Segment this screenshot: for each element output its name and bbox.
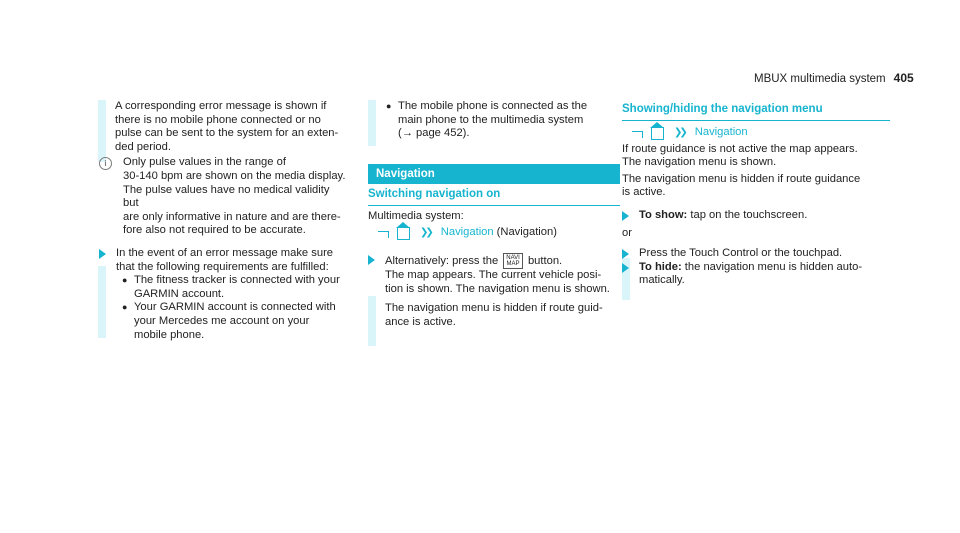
navigation-link[interactable]: Navigation xyxy=(694,126,748,138)
alt-post-text: button. xyxy=(527,254,563,267)
bullet-line: Your GARMIN account is connected with xyxy=(134,301,336,314)
bullet-line: The mobile phone is connected as the xyxy=(398,100,588,112)
bullet-line: GARMIN account. xyxy=(134,287,225,300)
menu-path xyxy=(622,126,892,140)
page-number: 405 xyxy=(893,71,914,85)
hide-label: To hide: xyxy=(639,260,682,273)
path-hook-icon xyxy=(378,231,389,238)
navi-map-key-icon xyxy=(503,253,523,269)
step-line: that the following requirements are fulfilled: xyxy=(116,260,329,273)
show-text: tap on the touchscreen. xyxy=(690,208,808,221)
alt-pre-text: Alternatively: press the xyxy=(385,254,499,267)
key-line-1: NAVI xyxy=(506,255,520,261)
hide-step xyxy=(639,261,862,275)
p1-line: The navigation menu is shown. xyxy=(622,156,777,169)
intro-line: A corresponding error message is shown if xyxy=(115,100,327,112)
bullet-icon: ● xyxy=(386,101,392,111)
show-hide-block xyxy=(622,126,892,288)
intro-line: pulse can be sent to the system for an exten- xyxy=(115,127,339,140)
info-line: fore also not required to be accurate. xyxy=(123,224,306,237)
info-line: are only informative in nature and are there- xyxy=(123,210,341,223)
alt-step xyxy=(368,253,620,329)
info-note xyxy=(103,156,347,238)
nav-on-block xyxy=(368,210,618,239)
step-arrow-icon xyxy=(622,249,629,259)
or-text: or xyxy=(622,226,632,239)
running-head xyxy=(754,72,914,87)
step-item xyxy=(368,253,620,329)
alt-line xyxy=(385,253,610,269)
list-item xyxy=(116,274,340,301)
info-line: Only pulse values in the range of xyxy=(123,156,286,169)
step-line: In the event of an error message make sure xyxy=(116,246,334,259)
column-2 xyxy=(386,100,636,141)
hidden-line: ance is active. xyxy=(385,315,456,328)
margin-bar-3 xyxy=(368,100,376,146)
step-arrow-icon xyxy=(99,249,106,259)
column-1 xyxy=(104,100,347,342)
bullet-icon: ● xyxy=(122,302,128,313)
show-label: To show: xyxy=(639,208,688,221)
bullet-line: main phone to the multimedia system xyxy=(398,113,584,126)
alt-line: tion is shown. The navigation menu is shown. xyxy=(385,282,610,295)
step-arrow-icon xyxy=(622,211,629,221)
system-label: Multimedia system: xyxy=(368,210,464,222)
p2-line: The navigation menu is hidden if route guidance xyxy=(622,172,861,185)
subsection-heading-2: Showing/hiding the navigation menu xyxy=(622,103,890,121)
step-arrow-icon xyxy=(622,263,629,273)
info-line: The pulse values have no medical validity but xyxy=(123,183,330,210)
step-arrow-icon xyxy=(368,255,375,265)
path-hook-icon xyxy=(632,131,643,138)
list-item xyxy=(116,301,340,342)
key-line-2: MAP xyxy=(506,261,520,267)
intro-line: ded period. xyxy=(115,140,171,153)
info-icon: i xyxy=(99,157,112,170)
double-chevron-icon: ❯❯ xyxy=(420,226,431,238)
hide-line: matically. xyxy=(639,274,685,287)
navigation-link[interactable]: Navigation xyxy=(440,225,494,238)
alt-line: The map appears. The current vehicle posi- xyxy=(385,269,602,281)
intro-line: there is no mobile phone connected or no xyxy=(115,113,321,126)
subsection-heading: Switching navigation on xyxy=(368,188,620,206)
hide-text: the navigation menu is hidden auto- xyxy=(684,260,863,273)
p2-line: is active. xyxy=(622,186,666,199)
list-item xyxy=(386,100,636,141)
bullet-line: your Mercedes me account on your xyxy=(134,314,310,327)
press-step: Press the Touch Control or the touchpad. xyxy=(639,247,843,260)
step-item xyxy=(622,261,892,288)
show-step xyxy=(639,209,807,223)
bullet-icon: ● xyxy=(122,275,128,286)
step-item xyxy=(99,247,347,342)
step-item xyxy=(622,247,892,261)
double-chevron-icon: ❯❯ xyxy=(674,127,685,138)
menu-path xyxy=(368,226,618,240)
margin-bar-1 xyxy=(98,100,106,162)
section-heading: Navigation xyxy=(368,164,620,184)
hidden-line: The navigation menu is hidden if route guid- xyxy=(385,302,603,315)
bullet-line: The fitness tracker is connected with your xyxy=(134,274,340,287)
p1-line: If route guidance is not active the map appears. xyxy=(622,142,858,155)
home-icon[interactable] xyxy=(397,227,410,240)
path-suffix: (Navigation) xyxy=(496,225,557,238)
bullet-line: mobile phone. xyxy=(134,328,205,341)
page-link[interactable]: (→ page 452). xyxy=(398,127,470,140)
home-icon[interactable] xyxy=(651,127,664,140)
header-title: MBUX multimedia system xyxy=(754,73,886,85)
info-line: 30-140 bpm are shown on the media display. xyxy=(123,169,346,182)
step-item xyxy=(622,209,892,223)
